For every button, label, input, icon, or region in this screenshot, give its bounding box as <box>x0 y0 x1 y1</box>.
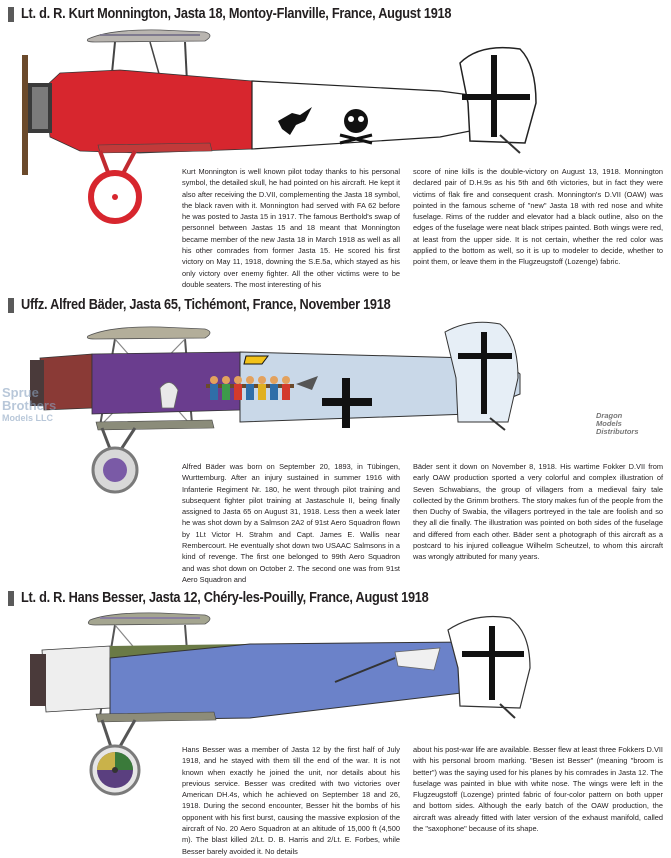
watermark-line: Models <box>596 419 622 428</box>
heading-marker <box>8 591 14 606</box>
heading-marker <box>8 7 14 22</box>
watermark-line: Distributors <box>596 427 639 436</box>
profile-3-title: Lt. d. R. Hans Besser, Jasta 12, Chéry-les-Pouilly, France, August 1918 <box>21 590 429 606</box>
profile-2-heading <box>8 297 441 313</box>
profile-3-heading <box>8 590 484 606</box>
watermark-right <box>596 412 639 436</box>
profile-1-title: Lt. d. R. Kurt Monnington, Jasta 18, Montoy-Flanville, France, August 1918 <box>21 6 452 22</box>
profile-2-text-left: Alfred Bäder was born on September 20, 1893, in Tübingen, Wurttemburg. After an injury sustained in summer 1916 with Infanterie Regiment Nr. 180, he went through pilot training and subsequent fighter pilot training at Jastaschule II, being finally assigned to Jasta 65 on August 31, 1918. Less then a week later he was shot down by a Salmson 2A2 of 91st Aero Squadron flown by 1Lt Victor H. Strahm and Capt. James E. Wallis near Rembercourt. He eventually shot down two USAAC Salmsons in a kind of revenge. The first one belonged to 99th Aero Squadron and was shot down on October 2. The second one was from 91st Aero Squadron and <box>182 462 400 584</box>
profile-1-text-right: score of nine kills is the double-victory on August 13, 1918. Monnington declared pair of D.H.9s as his 5th and 6th victories, but in fact they were victims of flak fire and consequent crash. Monnington's D.VII (OAW) was pointed in the famous scheme of "new" Jasta 18 with red nose and white fuselage. Rims of the rudder and elevator had a black outline, also on the edges of the fuselage were neat black stripes painted. Both wings were red, at least from the upper side. It is not certain, whether the red color was applied to the bottom as well, so it is up to modeler to decide, whether to point them, or leave them in the Flugzeugstoff (Lozenge) fabric. <box>413 167 663 267</box>
watermark-line: Dragon <box>596 411 623 420</box>
profile-2-title: Uffz. Alfred Bäder, Jasta 65, Tichémont, France, November 1918 <box>21 297 391 313</box>
watermark-line: Models LLC <box>2 413 53 423</box>
watermark-left <box>2 386 56 425</box>
profile-3-text-right: about his post-war life are available. Besser flew at least three Fokkers D.VII with his personal broom marking. "Besen ist Besser" (meaning "broom is better") was the saying used for his planes by his comrades in Jasta 12. The fuselage was painted in blue with white nose. The wings were left in the Flugzeugstoff (Lozenge) printed fabric of four-color pattern on both upper and bottom sides. Although the early batch of the OAW production, the aircraft was already fitted with later version of the exhaust manifold, called the "saxophone" because of its shape. <box>413 745 663 834</box>
profile-3-text-left: Hans Besser was a member of Jasta 12 by the first half of July 1918, and he stayed with them till the end of the war. It is not known when exactly he joined the unit, nor details about his previous service. Besser was credited with two victories over American DH.4s, which he achieved on September 18 and 26, 1918. During the second encounter, Besser hit the bombs of his opponent with his first burst, causing the massive explosion of the aircraft of No. 20 Aero Squadron at an altitude of 15,000 ft (4,500 m). The blast killed 2/Lt. D. B. Harris and 2/Lt. E. Forbes, while Besser barely avoided it. No details <box>182 745 400 856</box>
profile-1-heading <box>8 6 510 22</box>
watermark-line: Sprue <box>2 385 39 400</box>
profile-2-text-right: Bäder sent it down on November 8, 1918. His wartime Fokker D.VII from early OAW production sported a very colorful and complex illustration of Seven Schwabians, the group of villagers from a medieval fairy tale collected by the Grimm brothers. The story makes fun of the people from the then Duchy of Swabia, the villagers portreyed in the tale are foolish and so they all die finally. The illustration was pointed on both sides of the fuselage and differed from each other. Bäder sent a photograph of this aircraft as a postcard to his injured colleague Wilhelm Scheutzel, to whom this aircraft was wrongly attributed for many years. <box>413 462 663 562</box>
profile-1-text-left: Kurt Monnington is well known pilot today thanks to his personal symbol, the detailed skull, he had pointed on his aircraft. He kept it also after receiving the D.VII, complementing the Jasta 18 symbol, the black raven with it. Monnington had served with FA 62 before he was posted to Jasta 15 in 1917. The famous Berthold's swap of personnel between Jastas 15 and 18 meant that Monnington became member of the new Jasta 18 in March 1918 as well as all his other comrades from former Jasta 15. He scored his first victory on May 11, 1918, downing the S.E.5a, which stayed as his only victory over enemy fighter. All the other victims were to be double seaters. The most interesting of his <box>182 167 400 289</box>
heading-marker <box>8 298 14 313</box>
watermark-line: Brothers <box>2 398 57 413</box>
